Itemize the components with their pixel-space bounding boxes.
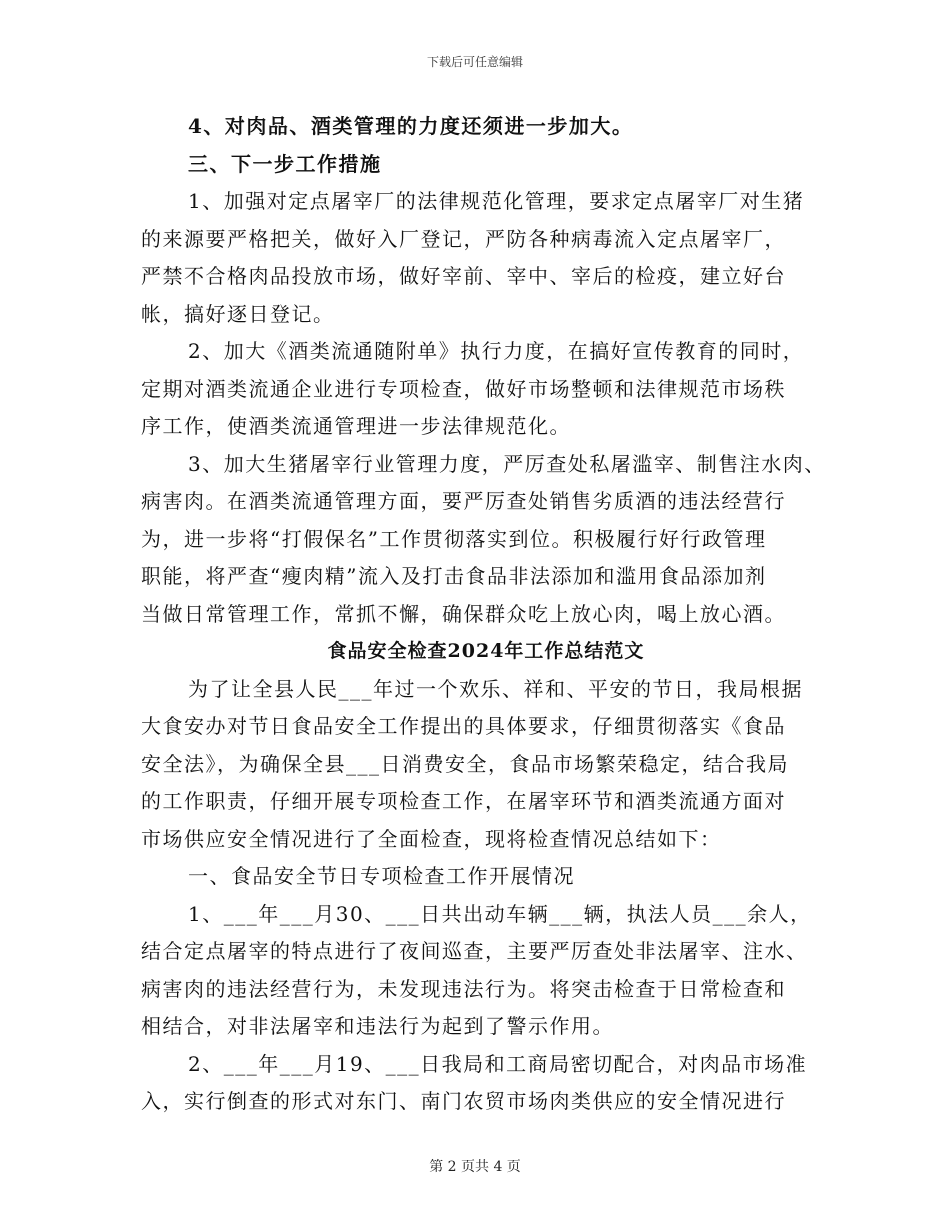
paragraph-line: 3、加大生猪屠宰行业管理力度，严厉查处私屠滥宰、制售注水肉、	[188, 451, 826, 476]
paragraph-line: 1、___年___月30、___日共出动车辆___辆，执法人员___余人，	[188, 901, 812, 926]
paragraph-line: 4、对肉品、酒类管理的力度还须进一步加大。	[188, 114, 634, 138]
paragraph-line: 2、___年___月19、___日我局和工商局密切配合，对肉品市场准	[188, 1051, 808, 1076]
section-heading: 一、食品安全节日专项检查工作开展情况	[188, 864, 575, 888]
paragraph-line: 定期对酒类流通企业进行专项检查，做好市场整顿和法律规范市场秩	[141, 376, 786, 401]
paragraph-line: 当做日常管理工作，常抓不懈，确保群众吃上放心肉，喝上放心酒。	[141, 601, 786, 626]
section-heading: 三、下一步工作措施	[188, 151, 382, 176]
paragraph-line: 为，进一步将“打假保名”工作贯彻落实到位。积极履行好行政管理	[141, 526, 767, 551]
page-footer: 第 2 页共 4 页	[429, 1159, 521, 1175]
paragraph-line: 病害肉的违法经营行为，未发现违法行为。将突击检查于日常检查和	[141, 976, 786, 1001]
document-title: 食品安全检查2024年工作总结范文	[327, 640, 645, 662]
paragraph-line: 的来源要严格把关，做好入厂登记，严防各种病毒流入定点屠宰厂，	[141, 226, 786, 251]
paragraph-line: 的工作职责，仔细开展专项检查工作，在屠宰环节和酒类流通方面对	[141, 789, 786, 813]
paragraph-line: 安全法》，为确保全县___日消费安全，食品市场繁荣稳定，结合我局	[141, 751, 789, 776]
paragraph-line: 大食安办对节日食品安全工作提出的具体要求，仔细贯彻落实《食品	[141, 714, 786, 738]
paragraph-line: 结合定点屠宰的特点进行了夜间巡查，主要严厉查处非法屠宰、注水、	[141, 939, 808, 963]
paragraph-line: 入，实行倒查的形式对东门、南门农贸市场肉类供应的安全情况进行	[141, 1089, 786, 1113]
paragraph-line: 帐，搞好逐日登记。	[141, 301, 335, 326]
paragraph-line: 职能，将严查“瘦肉精”流入及打击食品非法添加和滥用食品添加剂	[141, 564, 767, 588]
paragraph-line: 序工作，使酒类流通管理进一步法律规范化。	[141, 414, 571, 438]
paragraph-line: 严禁不合格肉品投放市场，做好宰前、宰中、宰后的检疫，建立好台	[141, 264, 786, 288]
paragraph-line: 1、加强对定点屠宰厂的法律规范化管理，要求定点屠宰厂对生猪	[188, 189, 805, 213]
paragraph-line: 病害肉。在酒类流通管理方面，要严厉查处销售劣质酒的违法经营行	[141, 489, 786, 513]
page-header: 下载后可任意编辑	[426, 55, 523, 69]
document-body	[141, 108, 831, 1121]
paragraph-line: 市场供应安全情况进行了全面检查，现将检查情况总结如下：	[141, 826, 722, 851]
paragraph-line: 相结合，对非法屠宰和违法行为起到了警示作用。	[141, 1014, 614, 1038]
paragraph-line: 为了让全县人民___年过一个欢乐、祥和、平安的节日，我局根据	[188, 676, 803, 701]
paragraph-line: 2、加大《酒类流通随附单》执行力度，在搞好宣传教育的同时，	[188, 339, 805, 363]
